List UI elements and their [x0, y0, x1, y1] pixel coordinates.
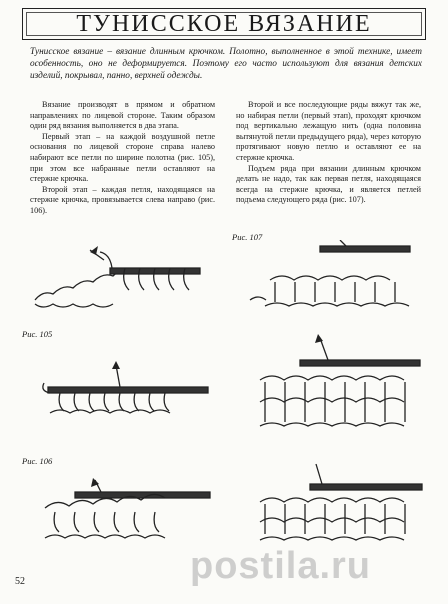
figure-label-107: Рис. 107 [232, 232, 263, 242]
illustration-fig-106 [35, 478, 215, 553]
right-paragraph-2: Подъем ряда при вязании длинным крючком делать не надо, так как первая петля, находящаяся всегда на стержне крючка, и является петлей подъема следующего ряда (рис. 107). [236, 163, 421, 205]
title-frame [22, 8, 426, 40]
illustration-fig-107-middle [240, 330, 430, 435]
illustration-chain-hook [30, 238, 210, 318]
right-paragraph-1: Второй и все последующие ряды вяжут так же, но набирая петли (первый этап), проходят крючком под вертикально лежащую нить (одна половина вытянутой петли предыдущего ряда), через которую протягивают новую петлю и оставляют ее на стержне крючка. [236, 100, 421, 162]
fig-107-bottom-drawing [240, 460, 430, 545]
figure-label-105: Рис. 105 [22, 329, 53, 339]
fig-107-middle-drawing [240, 330, 430, 435]
page-number: 52 [15, 576, 25, 587]
site-watermark: postila.ru [190, 545, 372, 587]
left-column [30, 100, 215, 217]
figure-label-106: Рис. 106 [22, 456, 53, 466]
page-title: ТУНИССКОЕ ВЯЗАНИЕ [76, 10, 372, 37]
fig-107-top-drawing [240, 240, 420, 320]
chain-hook-drawing [30, 238, 210, 318]
illustration-fig-105 [40, 355, 215, 425]
left-paragraph-3: Второй этап – каждая петля, находящаяся на стержне крючка, провязывается слева направо (рис. 106). [30, 184, 215, 215]
intro-paragraph: Тунисское вязание – вязание длинным крючком. Полотно, выполненное в этой технике, имеет особенность, оно не деформируется. Поэтому его часто используют для вязания детских изделий, покрывал, панно, верхней одежды. [30, 47, 422, 82]
fig-105-drawing [40, 355, 215, 425]
right-column [236, 100, 421, 206]
left-paragraph-1: Вязание производят в прямом и обратном направлениях по лицевой стороне. Таким образом один ряд вязания выполняется в два этапа. [30, 100, 215, 131]
left-paragraph-2: Первый этап – на каждой воздушной петле основания по лицевой стороне справа налево набирают все петли по ширине полотна (рис. 105), при этом все набранные петли оставляют на стержне крючка. [30, 131, 215, 184]
fig-106-drawing [35, 478, 215, 553]
illustration-fig-107-top [240, 240, 420, 320]
illustration-fig-107-bottom [240, 460, 430, 545]
